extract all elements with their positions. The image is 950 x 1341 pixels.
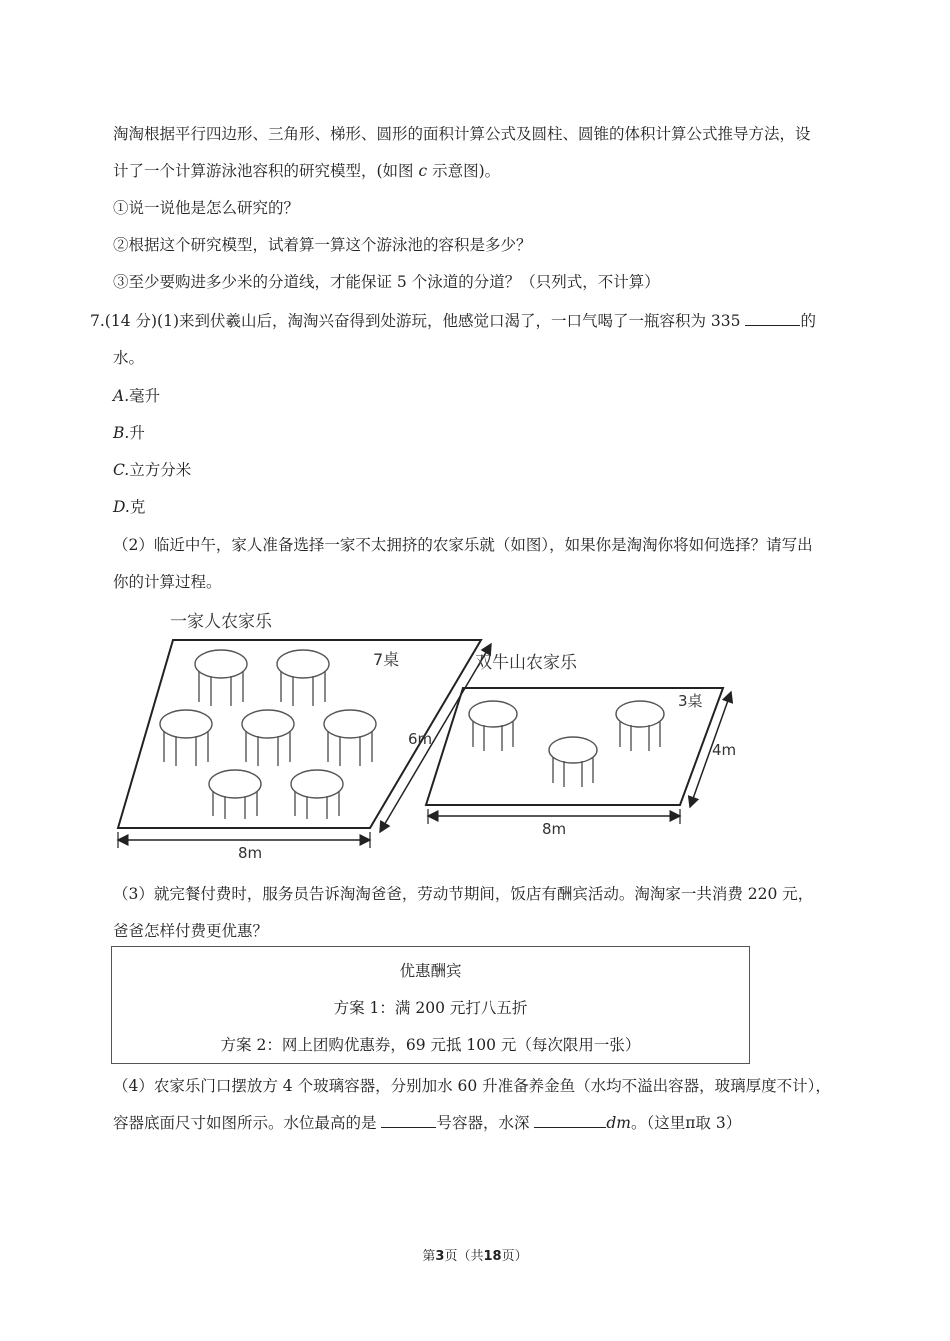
option-a[interactable]: [113, 384, 160, 406]
left-tables-count: 7桌: [373, 650, 400, 669]
answer-blank-depth[interactable]: [534, 1113, 606, 1128]
promo-plan-1: 方案 1：满 200 元打八五折: [333, 999, 528, 1017]
promotion-box: [111, 946, 750, 1064]
promo-plan-2: 方案 2：网上团购优惠券，69 元抵 100 元（每次限用一张）: [220, 1036, 641, 1054]
q7-line-1: [90, 309, 816, 331]
part3-line-2: 爸爸怎样付费更优惠？: [113, 922, 269, 940]
part2-line-2: 你的计算过程。: [113, 573, 222, 591]
footer-total-pages: 18: [483, 1249, 502, 1264]
intro-line-2-tail: 示意图)。: [427, 162, 501, 180]
depth-unit: dm: [606, 1114, 631, 1132]
right-height-label: 4m: [712, 741, 737, 759]
right-base-label: 8m: [542, 820, 567, 838]
left-tables: [160, 650, 376, 819]
footer-post: 页）: [501, 1249, 528, 1264]
right-tables-count: 3桌: [678, 692, 703, 710]
page-footer: [0, 1245, 950, 1264]
left-restaurant-title: 一家人农家乐: [170, 612, 272, 632]
option-d-letter: D.: [113, 498, 130, 516]
left-height-label: 6m: [408, 730, 433, 748]
q7-line-1-text: 7.(14 分)(1)来到伏羲山后，淘淘兴奋得到处游玩，他感觉口渴了，一口气喝了一瓶容积为 335: [90, 312, 746, 330]
right-tables: [469, 701, 664, 787]
sub-question-3: ③至少要购进多少米的分道线，才能保证 5 个泳道的分道？（只列式，不计算）: [113, 273, 660, 291]
part4-line-2-text-c: 。（这里π取 3）: [631, 1114, 742, 1132]
footer-pre: 第: [422, 1249, 436, 1264]
right-restaurant-title: 双牛山农家乐: [475, 653, 577, 673]
option-c-letter: C.: [113, 461, 130, 479]
footer-mid: 页（共: [444, 1249, 484, 1264]
option-c-text: 立方分米: [129, 461, 192, 479]
answer-blank-container[interactable]: [381, 1113, 436, 1128]
part4-line-1: （4）农家乐门口摆放方 4 个玻璃容器，分别加水 60 升准备养金鱼（水均不溢出容器，玻璃厚度不计），: [113, 1077, 831, 1095]
part2-line-1: （2）临近中午，家人准备选择一家不太拥挤的农家乐就（如图），如果你是淘淘你将如何选择？请写出: [113, 536, 813, 554]
restaurant-figure: [108, 600, 768, 865]
option-b[interactable]: [113, 421, 145, 443]
option-d[interactable]: [113, 495, 145, 517]
part3-line-1: （3）就完餐付费时，服务员告诉淘淘爸爸，劳动节期间，饭店有酬宾活动。淘淘家一共消费 220 元，: [113, 885, 814, 903]
intro-line-1: 淘淘根据平行四边形、三角形、梯形、圆形的面积计算公式及圆柱、圆锥的体积计算公式推导方法，设: [113, 125, 811, 143]
q7-line-2: 水。: [113, 349, 145, 367]
footer-page-number: 3: [435, 1249, 445, 1264]
part4-line-2-text-b: 号容器，水深: [436, 1114, 535, 1132]
option-a-text: 毫升: [129, 387, 161, 405]
left-base-label: 8m: [238, 844, 263, 862]
answer-blank-1[interactable]: [745, 311, 800, 326]
intro-line-2-text: 计了一个计算游泳池容积的研究模型，(如图: [113, 162, 419, 180]
option-a-letter: A.: [113, 387, 130, 405]
option-d-text: 克: [129, 498, 146, 516]
intro-line-2: [113, 159, 500, 181]
sub-question-1: ①说一说他是怎么研究的？: [113, 199, 300, 217]
part4-line-2: [113, 1111, 741, 1133]
part4-line-2-text-a: 容器底面尺寸如图所示。水位最高的是: [113, 1114, 382, 1132]
option-c[interactable]: [113, 458, 191, 480]
promo-title: 优惠酬宾: [399, 962, 462, 980]
option-b-text: 升: [129, 424, 145, 442]
option-b-letter: B.: [113, 424, 130, 442]
sub-question-2: ②根据这个研究模型，试着算一算这个游泳池的容积是多少？: [113, 236, 532, 254]
q7-line-1-tail: 的: [800, 312, 816, 330]
figure-variable: c: [418, 162, 428, 180]
